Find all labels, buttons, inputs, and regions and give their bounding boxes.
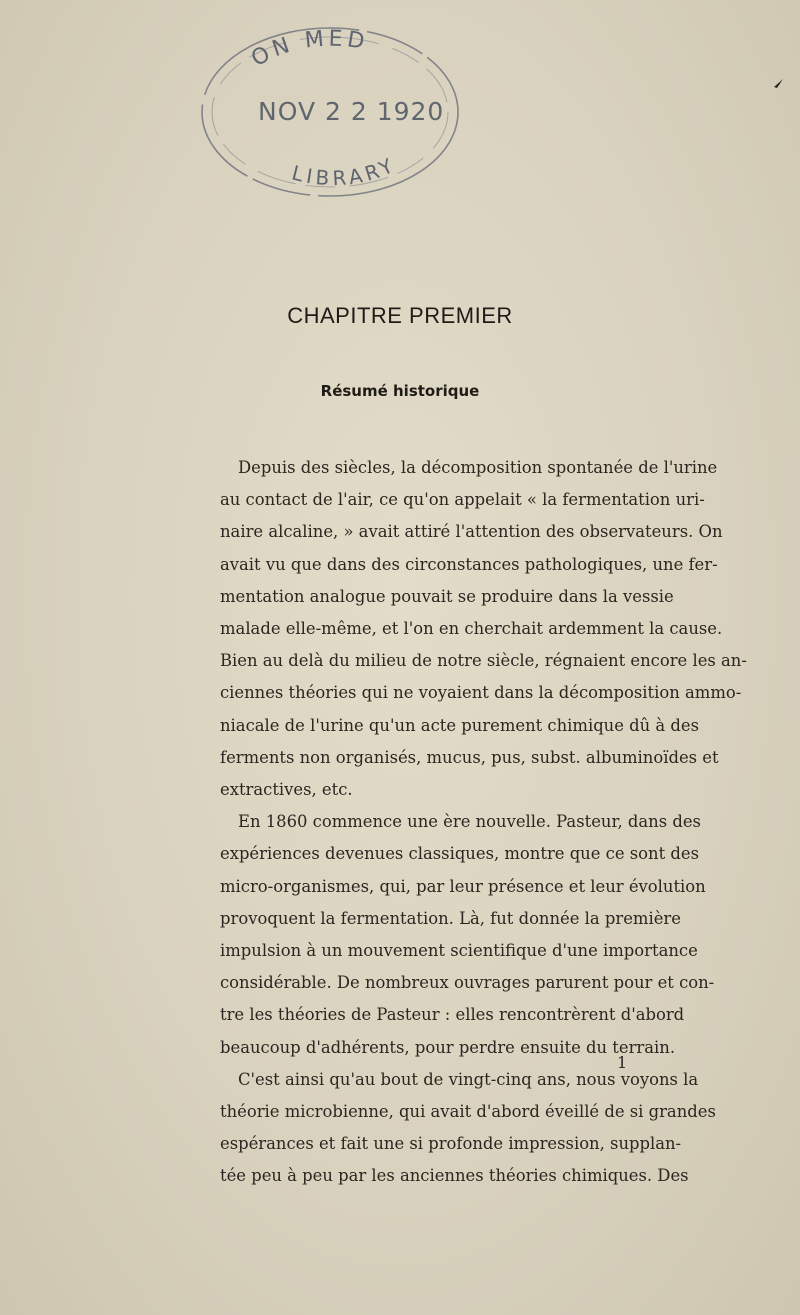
text-line: beaucoup d'adhérents, pour perdre ensuite du terrain.: [220, 1037, 676, 1057]
section-title: Résumé historique: [320, 382, 480, 400]
text-line: impulsion à un mouvement scientifique d'une importance: [220, 941, 698, 961]
stamp-top-text: ON MED: [247, 26, 371, 73]
text-line: considérable. De nombreux ouvrages parurent pour et con-: [220, 973, 715, 993]
text-line: Depuis des siècles, la décomposition spontanée de l'urine: [238, 458, 718, 477]
text-line: expériences devenues classiques, montre que ce sont des: [220, 844, 699, 864]
text-line: théorie microbienne, qui avait d'abord éveillé de si grandes: [220, 1102, 716, 1122]
library-stamp-graphic: [192, 14, 468, 210]
text-line: au contact de l'air, ce qu'on appelait « la fermentation uri-: [220, 490, 705, 510]
text-line: espérances et fait une si profonde impression, supplan-: [220, 1134, 682, 1154]
text-line: mentation analogue pouvait se produire dans la vessie: [220, 586, 674, 606]
stamp-date: NOV 2 2 1920: [258, 97, 445, 126]
body-text: [220, 452, 747, 1193]
text-line: niacale de l'urine qu'un acte purement chimique dû à des: [220, 715, 699, 735]
text-line: extractives, etc.: [220, 780, 353, 800]
text-line: C'est ainsi qu'au bout de vingt-cinq ans, nous voyons la: [238, 1069, 699, 1089]
text-line: ferments non organisés, mucus, pus, subst. albuminoïdes et: [220, 747, 719, 767]
text-line: ciennes théories qui ne voyaient dans la décomposition ammo-: [220, 683, 742, 703]
text-line: naire alcaline, » avait attiré l'attention des observateurs. On: [220, 522, 723, 542]
text-line: Bien au delà du milieu de notre siècle, régnaient encore les an-: [220, 651, 747, 671]
text-line: micro-organismes, qui, par leur présence et leur évolution: [220, 876, 706, 896]
text-line: avait vu que dans des circonstances pathologiques, une fer-: [220, 554, 718, 574]
stamp-bottom-text: LIBRARY: [289, 152, 401, 191]
library-stamp: [192, 14, 468, 210]
text-line: En 1860 commence une ère nouvelle. Pasteur, dans des: [238, 812, 701, 832]
text-line: tée peu à peu par les anciennes théories chimiques. Des: [220, 1166, 689, 1186]
page-number: 1: [617, 1053, 628, 1072]
text-line: tre les théories de Pasteur : elles rencontrèrent d'abord: [220, 1005, 685, 1025]
text-line: provoquent la fermentation. Là, fut donnée la première: [220, 908, 681, 928]
arrow-mark-icon: [772, 78, 784, 90]
text-line: malade elle-même, et l'on en cherchait ardemment la cause.: [220, 619, 723, 639]
chapter-title: CHAPITRE PREMIER: [287, 303, 513, 328]
